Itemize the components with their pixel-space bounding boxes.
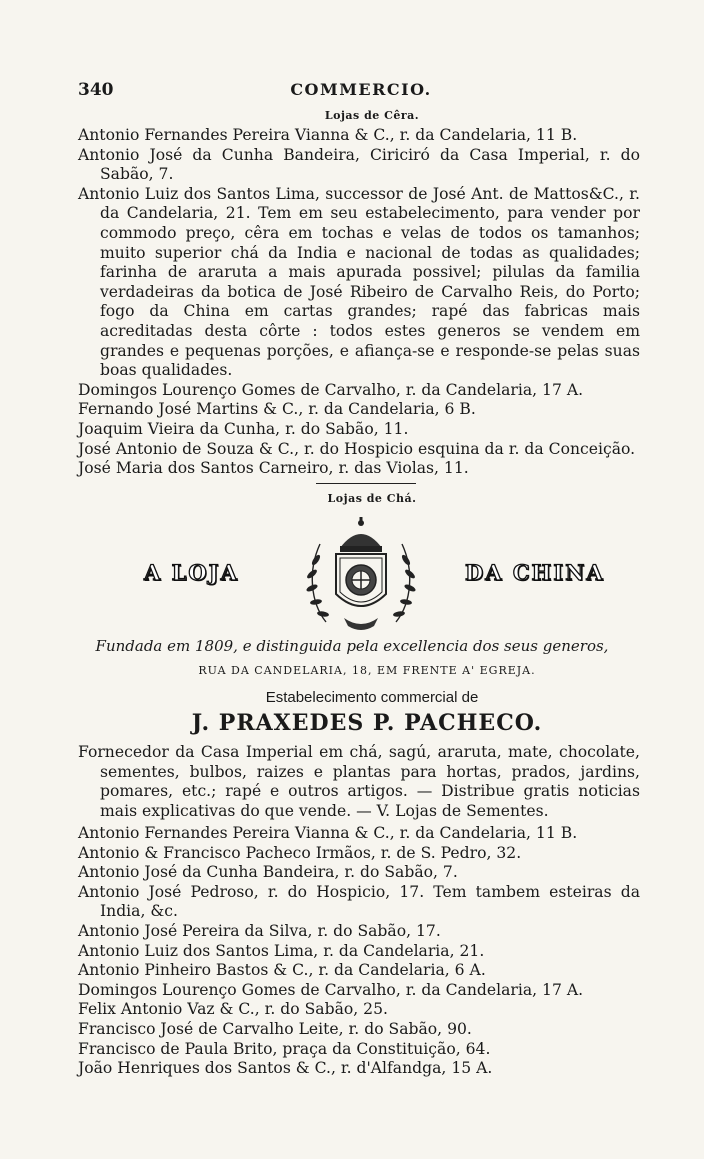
- ad-owner-name: J. PRAXEDES P. PACHECO.: [191, 710, 543, 736]
- list-item: Domingos Lourenço Gomes de Carvalho, r. da Candelaria, 17 A.: [78, 380, 584, 399]
- imperial-crest-icon: [296, 514, 426, 636]
- cera-entry-list: [78, 126, 640, 479]
- list-item: Antonio Pinheiro Bastos & C., r. da Candelaria, 6 A.: [78, 961, 486, 980]
- list-item: Antonio Fernandes Pereira Vianna & C., r. da Candelaria, 11 B.: [78, 824, 578, 842]
- list-item: Antonio José Pedroso, r. do Hospicio, 17. Tem tambem esteiras da India, &c.: [78, 882, 640, 921]
- cha-entry-list: [78, 824, 640, 1079]
- ad-headline-left: A LOJA: [144, 560, 239, 585]
- list-item: Francisco de Paula Brito, praça da Constituição, 64.: [78, 1039, 491, 1058]
- ad-establishment-line: Estabelecimento commercial de: [265, 689, 479, 706]
- page-number: 340: [78, 80, 114, 100]
- list-item: José Antonio de Souza & C., r. do Hospicio esquina da r. da Conceição.: [78, 439, 636, 458]
- list-item: Joaquim Vieira da Cunha, r. do Sabão, 11.: [78, 419, 409, 438]
- list-item: Francisco José de Carvalho Leite, r. do Sabão, 90.: [78, 1019, 472, 1038]
- ad-description-block: [78, 743, 640, 821]
- list-item: Antonio José da Cunha Bandeira, r. do Sabão, 7.: [78, 863, 458, 882]
- ad-address: RUA DA CANDELARIA, 18, EM FRENTE A' EGREJA.: [198, 664, 536, 677]
- ad-description: Fornecedor da Casa Imperial em chá, sagú, araruta, mate, chocolate, sementes, bulbos, raizes e plantas para hortas, prados, jardins, pomares, etc.; rapé e outros artigos. — Distribue gratis noticias mais explicativas do que vende. — V. Lojas de Sementes.: [78, 743, 640, 820]
- page-header: [78, 80, 644, 106]
- list-item: Fernando José Martins & C., r. da Candelaria, 6 B.: [78, 400, 476, 419]
- list-item: Antonio José Pereira da Silva, r. do Sabão, 17.: [78, 921, 441, 940]
- list-item: Felix Antonio Vaz & C., r. do Sabão, 25.: [78, 1000, 388, 1019]
- list-item: Antonio & Francisco Pacheco Irmãos, r. de S. Pedro, 32.: [78, 843, 522, 862]
- list-item: João Henriques dos Santos & C., r. d'Alfandga, 15 A.: [78, 1059, 493, 1078]
- section-title-cera: Lojas de Cêra.: [324, 109, 420, 122]
- list-item: Antonio Fernandes Pereira Vianna & C., r. da Candelaria, 11 B.: [78, 126, 578, 144]
- running-title: COMMERCIO.: [290, 80, 432, 99]
- list-item: Antonio Luiz dos Santos Lima, successor de José Ant. de Mattos&C., r. da Candelaria, 21. Tem em seu estabelecimento, para vender por commodo preço, cêra em tochas e velas de todos os tamanhos; muito superior chá da India e nacional de todas as qualidades; farinha de araruta a mais apurada possivel; pilulas da familia verdadeiras da botica de José Ribeiro de Carvalho Reis, do Porto; fogo da China em cartas grandes; rapé das fabricas mais acreditadas desta côrte : todos estes generos se vendem em grandes e pequenas porções, e afiança-se e responde-se pelas suas boas qualidades.: [78, 184, 640, 380]
- list-item: Domingos Lourenço Gomes de Carvalho, r. da Candelaria, 17 A.: [78, 980, 584, 999]
- list-item: Antonio José da Cunha Bandeira, Ciriciró da Casa Imperial, r. do Sabão, 7.: [78, 145, 640, 184]
- ad-founded-line: Fundada em 1809, e distinguida pela excellencia dos seus generos,: [95, 637, 609, 655]
- section-title-cha: Lojas de Chá.: [327, 492, 417, 505]
- list-item: José Maria dos Santos Carneiro, r. das Violas, 11.: [78, 459, 469, 478]
- list-item: Antonio Luiz dos Santos Lima, r. da Candelaria, 21.: [78, 941, 485, 960]
- ad-headline-right: DA CHINA: [465, 560, 605, 585]
- section-divider: [316, 483, 416, 484]
